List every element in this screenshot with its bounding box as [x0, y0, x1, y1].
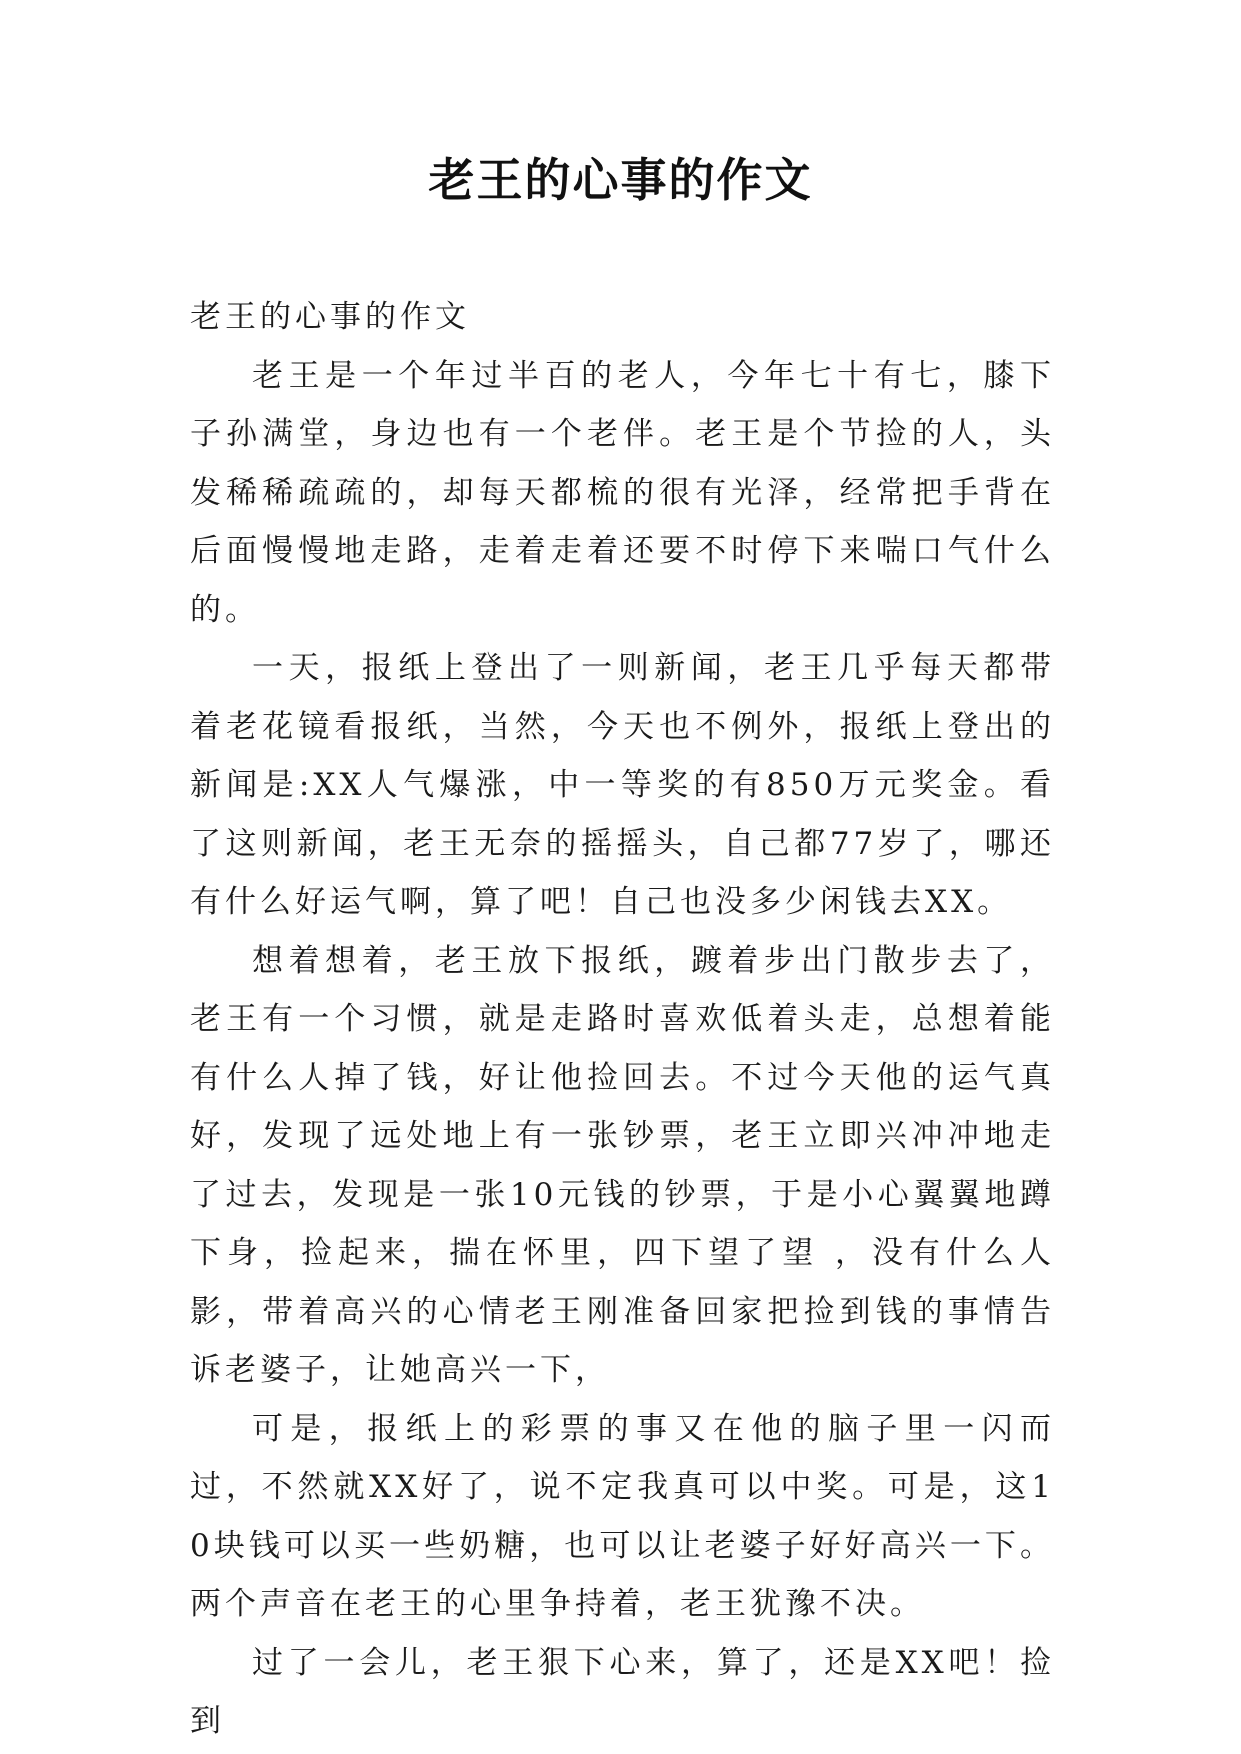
document-body: [190, 288, 1055, 1751]
paragraph-4: 可是，报纸上的彩票的事又在他的脑子里一闪而过，不然就XX好了，说不定我真可以中奖。可是，这10块钱可以买一些奶糖，也可以让老婆子好好高兴一下。两个声音在老王的心里争持着，老王犹豫不决。: [190, 1410, 1055, 1622]
paragraph-1: 老王是一个年过半百的老人，今年七十有七，膝下子孙满堂，身边也有一个老伴。老王是个节捡的人，头发稀稀疏疏的，却每天都梳的很有光泽，经常把手背在后面慢慢地走路，走着走着还要不时停下来喘口气什么的。: [190, 357, 1055, 628]
paragraph-3: 想着想着，老王放下报纸，踱着步出门散步去了，老王有一个习惯，就是走路时喜欢低着头走，总想着能有什么人掉了钱，好让他捡回去。不过今天他的运气真好，发现了远处地上有一张钞票，老王立即兴冲冲地走了过去，发现是一张10元钱的钞票，于是小心翼翼地蹲下身，捡起来，揣在怀里，四下望了望 ，没有什么人影，带着高兴的心情老王刚准备回家把捡到钱的事情告诉老婆子，让她高兴一下，: [190, 942, 1055, 1388]
document-title: 老王的心事的作文: [428, 153, 813, 207]
paragraph-5: 过了一会儿，老王狠下心来，算了，还是XX吧！捡到: [190, 1644, 1055, 1739]
paragraph-2: 一天，报纸上登出了一则新闻，老王几乎每天都带着老花镜看报纸，当然，今天也不例外，报纸上登出的新闻是:XX人气爆涨，中一等奖的有850万元奖金。看了这则新闻，老王无奈的摇摇头，自己都77岁了，哪还有什么好运气啊，算了吧！自己也没多少闲钱去XX。: [190, 650, 1055, 920]
document-subtitle: 老王的心事的作文: [190, 299, 470, 335]
